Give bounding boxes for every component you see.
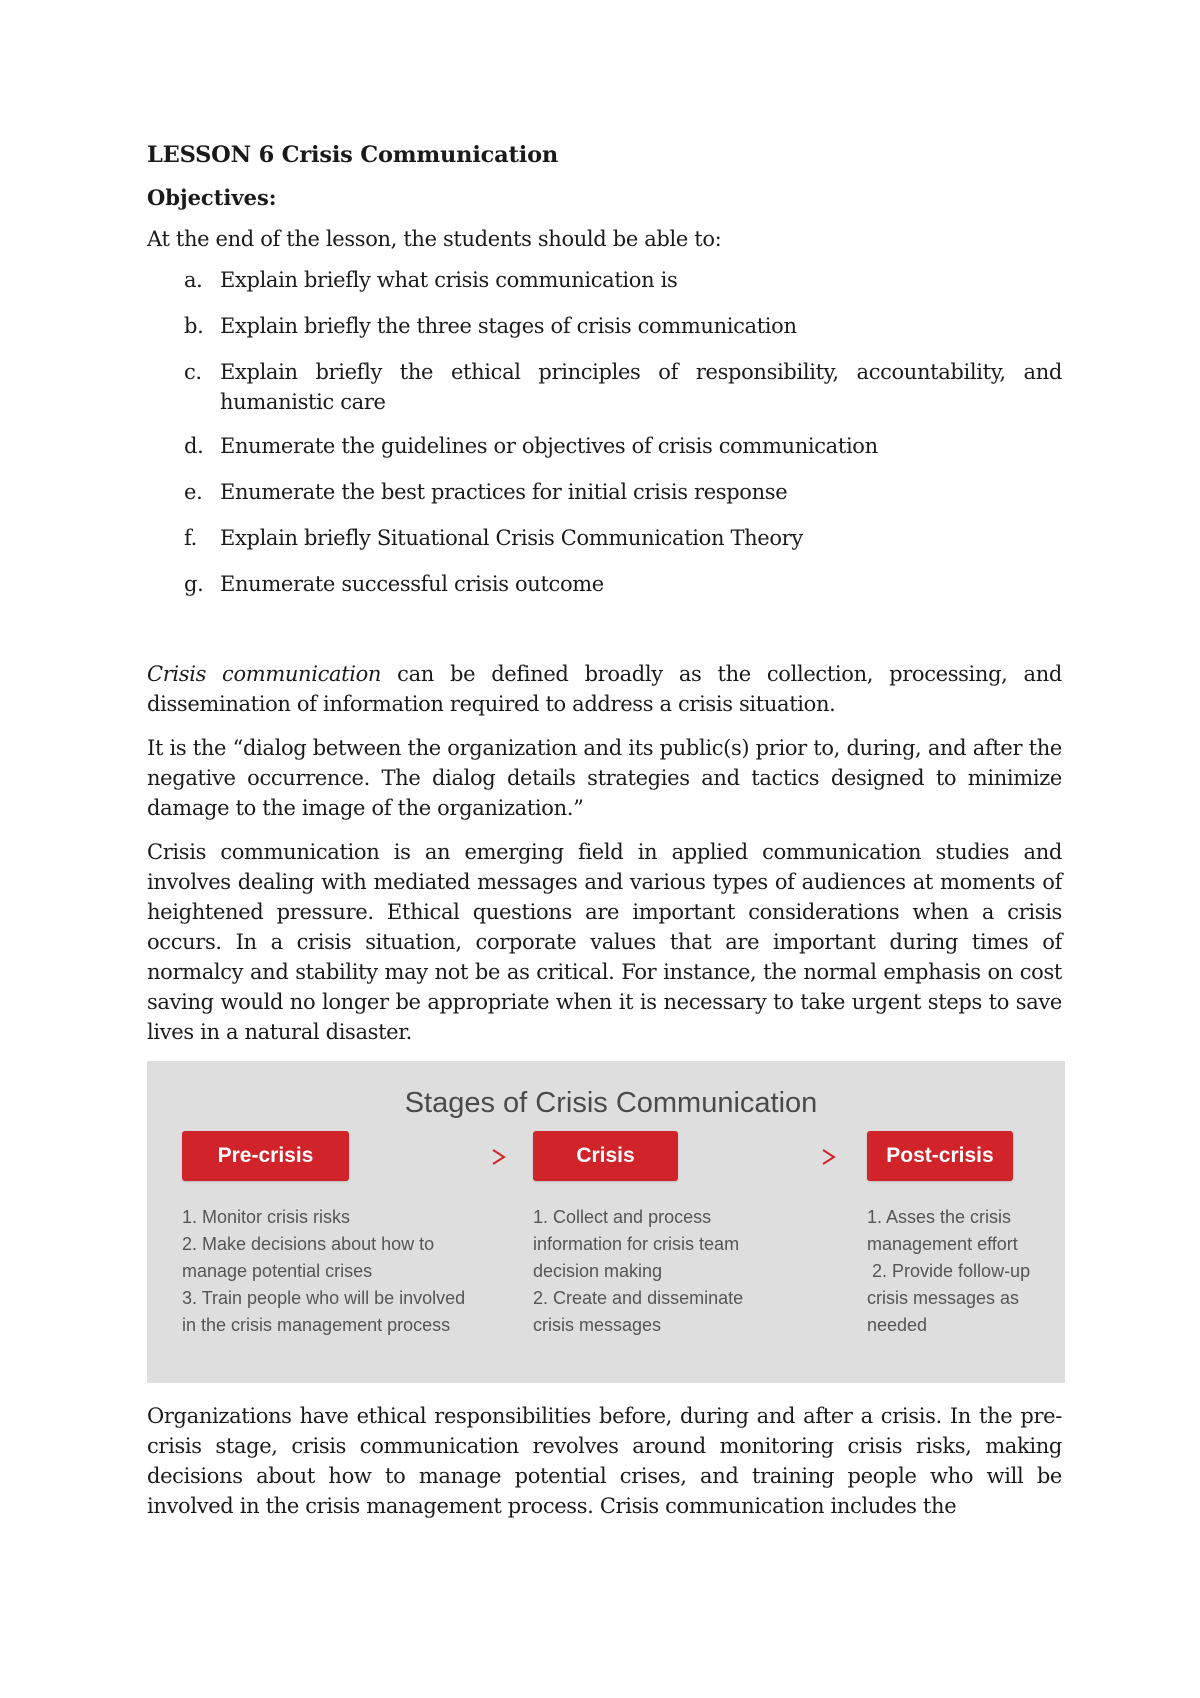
dialog-paragraph: It is the “dialog between the organization and its public(s) prior to, during, and after the negative occurrence. The dialog details strategies and tactics designed to minimize damage to the image of the organization.” <box>147 736 1062 820</box>
objectives-list <box>147 265 1062 599</box>
defined-term: Crisis communication <box>147 662 382 686</box>
arrow-right-icon <box>357 1147 507 1167</box>
step-line: 3. Train people who will be involved <box>182 1288 466 1308</box>
objectives-heading: Objectives: <box>147 185 277 210</box>
step-line: 1. Asses the crisis <box>867 1207 1012 1227</box>
objective-text: Explain briefly what crisis communication is <box>220 268 678 292</box>
step-line: crisis messages as <box>867 1288 1020 1308</box>
step-line: decision making <box>533 1261 663 1281</box>
list-marker: g. <box>184 572 204 596</box>
ethics-paragraph: Organizations have ethical responsibilities before, during and after a crisis. In the pre-crisis stage, crisis communication revolves around monitoring crisis risks, making decisions about how to manage potential crises, and training people who will be involved in the crisis management process. Crisis communication includes the <box>147 1404 1062 1518</box>
diagram-title: Stages of Crisis Communication <box>404 1087 818 1119</box>
step-line: 2. Provide follow-up <box>867 1261 1031 1281</box>
step-line: needed <box>867 1315 928 1335</box>
objective-text: Enumerate the best practices for initial crisis response <box>220 480 788 504</box>
objective-item <box>147 265 1062 295</box>
step-line: manage potential crises <box>182 1261 373 1281</box>
step-line: 2. Make decisions about how to <box>182 1234 435 1254</box>
step-line: information for crisis team <box>533 1234 740 1254</box>
post-crisis-steps <box>867 1204 1030 1339</box>
objective-item <box>147 569 1062 599</box>
field-paragraph: Crisis communication is an emerging field in applied communication studies and involves dealing with mediated messages and various types of audiences at moments of heightened pressure. Ethical questions are important considerations when a crisis occurs. In a crisis situation, corporate values that are important during times of normalcy and stability may not be as critical. For instance, the normal emphasis on cost saving would no longer be appropriate when it is necessary to take urgent steps to save lives in a natural disaster. <box>147 840 1062 1044</box>
objective-text: Explain briefly Situational Crisis Communication Theory <box>220 526 803 550</box>
objective-text: Explain briefly the ethical principles of responsibility, accountability, and humanistic care <box>220 360 1062 414</box>
objective-item <box>147 357 1062 417</box>
objective-text: Enumerate the guidelines or objectives of crisis communication <box>220 434 878 458</box>
lesson-title: LESSON 6 Crisis Communication <box>147 142 559 168</box>
objective-item <box>147 431 1062 461</box>
objective-text: Explain briefly the three stages of crisis communication <box>220 314 797 338</box>
list-marker: a. <box>184 268 203 292</box>
objectives-lead: At the end of the lesson, the students should be able to: <box>147 227 722 251</box>
list-marker: d. <box>184 434 204 458</box>
crisis-steps <box>533 1204 743 1339</box>
definition-text: can be defined broadly as the collection, processing, and dissemination of information required to address a crisis situation. <box>147 662 1062 716</box>
pre-crisis-steps <box>182 1204 465 1339</box>
step-line: management effort <box>867 1234 1018 1254</box>
objective-item <box>147 523 1062 553</box>
stage-pre-crisis: Pre-crisis <box>182 1131 349 1181</box>
list-marker: c. <box>184 360 202 384</box>
stage-post-crisis: Post-crisis <box>867 1131 1013 1181</box>
step-line: 2. Create and disseminate <box>533 1288 744 1308</box>
step-line: 1. Collect and process <box>533 1207 712 1227</box>
step-line: in the crisis management process <box>182 1315 451 1335</box>
step-line: crisis messages <box>533 1315 662 1335</box>
objective-item <box>147 311 1062 341</box>
definition-paragraph <box>147 659 1062 719</box>
list-marker: e. <box>184 480 203 504</box>
list-marker: b. <box>184 314 204 338</box>
step-line: 1. Monitor crisis risks <box>182 1207 351 1227</box>
stage-crisis: Crisis <box>533 1131 678 1181</box>
section-spacer <box>147 615 1062 659</box>
arrow-right-icon <box>687 1147 837 1167</box>
document-body <box>147 140 1062 1535</box>
objective-item <box>147 477 1062 507</box>
objective-text: Enumerate successful crisis outcome <box>220 572 604 596</box>
list-marker: f. <box>184 526 197 550</box>
stages-diagram <box>147 1061 1065 1383</box>
